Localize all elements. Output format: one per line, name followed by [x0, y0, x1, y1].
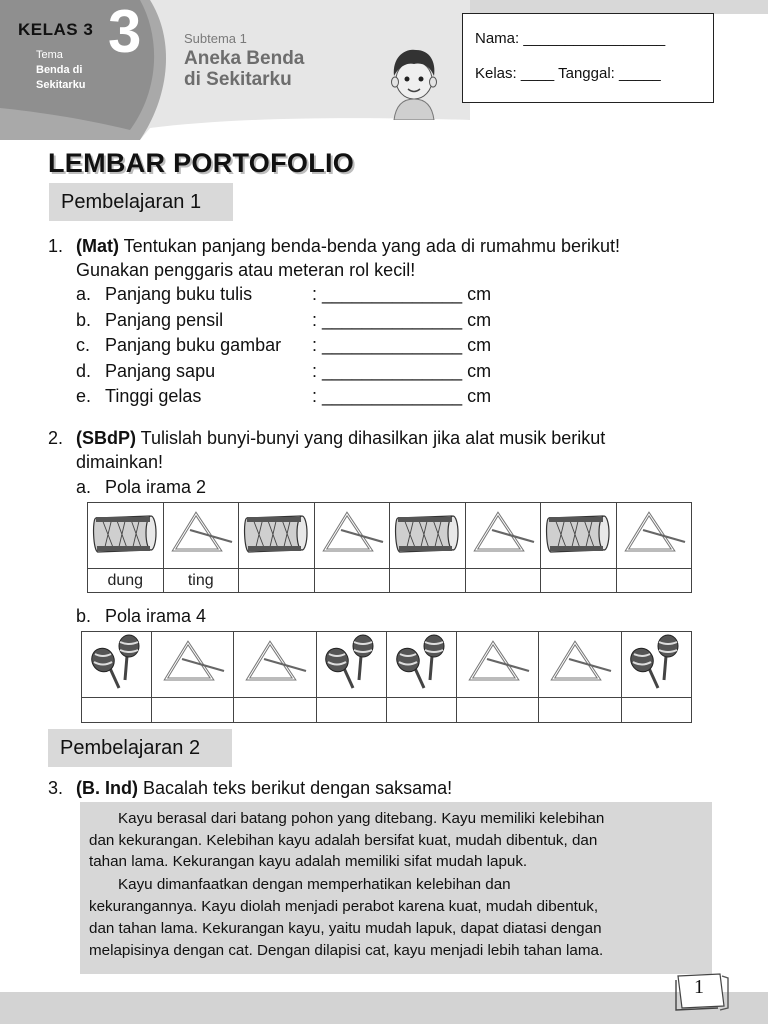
triangle-icon: [160, 672, 226, 689]
answer-blank[interactable]: : ______________ cm: [312, 360, 492, 381]
maracas-icon: [394, 679, 450, 696]
section-heading-pembelajaran-1: Pembelajaran 1: [49, 183, 233, 221]
instrument-cell: [621, 632, 691, 698]
instrument-cell: [239, 503, 315, 569]
item-text: Tinggi gelas: [105, 386, 202, 406]
page-number: 1: [694, 976, 704, 998]
kelas-tanggal-field[interactable]: Kelas: ____ Tanggal: _____: [475, 65, 661, 82]
kelas-label: KELAS 3: [18, 20, 94, 39]
pola-b-letter: b.: [76, 606, 92, 626]
question-2-line1: Tulislah bunyi-bunyi yang dihasilkan jika alat musik berikut: [136, 428, 606, 448]
item-letter: d.: [76, 360, 92, 381]
triangle-icon: [621, 543, 687, 560]
sound-answer-cell[interactable]: [390, 569, 466, 593]
passage-line: dan tahan lama. Kekurangan kayu, yaitu mudah lapuk, dapat diatasi dengan: [89, 920, 602, 937]
question-2-number: 2.: [48, 428, 64, 448]
sound-answer-cell[interactable]: [316, 698, 386, 723]
passage-line: dan kekurangan. Kelebihan kayu adalah bersifat kuat, mudah dibentuk, dan: [89, 832, 598, 849]
item-letter: e.: [76, 386, 92, 406]
boy-mascot-icon: [380, 42, 448, 120]
question-3-instruction: Bacalah teks berikut dengan saksama!: [137, 778, 453, 798]
kelas-number: 3: [108, 0, 142, 65]
maracas-icon: [89, 679, 145, 696]
tema-block: [36, 48, 86, 93]
subtema-name: [184, 48, 334, 90]
maracas-icon: [323, 679, 379, 696]
rhythm-table-b: [81, 631, 692, 723]
drum-icon: [545, 541, 611, 558]
passage-line: tahan lama. Kekurangan kayu adalah memiliki sifat mudah lapuk.: [89, 853, 528, 870]
question-2-line2: dimainkan!: [76, 452, 164, 472]
reading-passage: [80, 802, 712, 974]
pola-b-label: Pola irama 4: [105, 606, 207, 626]
tema-name-line1: Benda di: [36, 64, 83, 76]
question-1-line1: Tentukan panjang benda-benda yang ada di rumahmu berikut!: [119, 236, 621, 256]
drum-icon: [92, 541, 158, 558]
question-3-text: [76, 776, 452, 800]
drum-icon: [243, 541, 309, 558]
answer-blank[interactable]: : ______________ cm: [312, 309, 492, 330]
instrument-cell: [234, 632, 316, 698]
instrument-cell: [316, 632, 386, 698]
sound-row: [88, 569, 692, 593]
answer-blank[interactable]: : ______________ cm: [312, 284, 492, 304]
passage-line: melapisinya dengan cat. Dengan dilapisi cat, kayu menjadi lebih tahan lama.: [89, 942, 604, 959]
instrument-cell: [390, 503, 466, 569]
sound-answer-cell[interactable]: ting: [163, 569, 239, 593]
tema-name-line2: Sekitarku: [36, 79, 86, 91]
subtema-name-line2: di Sekitarku: [184, 69, 292, 90]
pola-a-letter: a.: [76, 477, 92, 497]
list-item: [76, 384, 536, 410]
question-1-subject: (Mat): [76, 236, 119, 256]
triangle-icon: [465, 672, 531, 689]
instrument-cell: [152, 632, 234, 698]
question-1-number: 1.: [48, 236, 64, 256]
sound-answer-cell[interactable]: [465, 569, 541, 593]
sound-answer-cell[interactable]: [239, 569, 315, 593]
sound-answer-cell[interactable]: [152, 698, 234, 723]
list-item: [76, 359, 536, 385]
section-heading-pembelajaran-2: Pembelajaran 2: [48, 729, 232, 767]
question-1-text: [76, 234, 620, 258]
question-1-line2: Gunakan penggaris atau meteran rol kecil!: [76, 260, 416, 280]
subtema-label: Subtema 1: [184, 31, 247, 46]
list-item: [76, 308, 536, 334]
instrument-cell: [457, 632, 539, 698]
sound-answer-cell[interactable]: [621, 698, 691, 723]
item-text: Panjang buku gambar: [105, 335, 282, 355]
icon-row: [88, 503, 692, 569]
measurement-list: [76, 282, 536, 412]
sound-answer-cell[interactable]: [539, 698, 621, 723]
pola-a-label: Pola irama 2: [105, 477, 207, 497]
passage-line: kekurangannya. Kayu diolah menjadi perabot karena kuat, mudah dibentuk,: [89, 898, 599, 915]
sound-answer-cell[interactable]: [386, 698, 456, 723]
instrument-cell: [82, 632, 152, 698]
triangle-icon: [547, 672, 613, 689]
question-3-subject: (B. Ind): [76, 778, 138, 798]
sound-answer-cell[interactable]: [541, 569, 617, 593]
subtema-name-line1: Aneka Benda: [184, 48, 305, 69]
item-letter: a.: [76, 284, 92, 304]
triangle-icon: [242, 672, 308, 689]
list-item: [76, 333, 536, 359]
item-text: Panjang buku tulis: [105, 284, 253, 304]
instrument-cell: [539, 632, 621, 698]
item-letter: b.: [76, 309, 92, 330]
nama-field[interactable]: Nama: _________________: [475, 30, 666, 47]
triangle-icon: [319, 543, 385, 560]
student-identity-box: [462, 13, 714, 103]
instrument-cell: [163, 503, 239, 569]
page-title: LEMBAR PORTOFOLIO: [48, 148, 355, 178]
passage-line: Kayu dimanfaatkan dengan memperhatikan kelebihan dan: [118, 876, 511, 893]
tema-label: Tema: [36, 49, 63, 61]
question-2-subject: (SBdP): [76, 428, 136, 448]
list-item: [76, 282, 536, 308]
instrument-cell: [465, 503, 541, 569]
question-3-number: 3.: [48, 778, 64, 798]
maracas-icon: [628, 679, 684, 696]
answer-blank[interactable]: : ______________ cm: [312, 386, 492, 406]
question-2-text: [76, 426, 605, 450]
icon-row: [82, 632, 692, 698]
instrument-cell: [314, 503, 390, 569]
drum-icon: [394, 541, 460, 558]
sound-answer-cell[interactable]: [82, 698, 152, 723]
item-letter: c.: [76, 335, 91, 355]
sound-row: [82, 698, 692, 723]
footer-band: [0, 992, 768, 1024]
passage-line: Kayu berasal dari batang pohon yang ditebang. Kayu memiliki kelebihan: [118, 810, 605, 827]
instrument-cell: [541, 503, 617, 569]
item-text: Panjang sapu: [105, 360, 216, 381]
triangle-icon: [168, 543, 234, 560]
sound-answer-cell[interactable]: [457, 698, 539, 723]
instrument-cell: [88, 503, 164, 569]
instrument-cell: [386, 632, 456, 698]
item-text: Panjang pensil: [105, 309, 224, 330]
sound-answer-cell[interactable]: [616, 569, 692, 593]
rhythm-table-a: [87, 502, 692, 593]
instrument-cell: [616, 503, 692, 569]
sound-answer-cell[interactable]: [314, 569, 390, 593]
triangle-icon: [470, 543, 536, 560]
sound-answer-cell[interactable]: [234, 698, 316, 723]
sound-answer-cell[interactable]: dung: [88, 569, 164, 593]
answer-blank[interactable]: : ______________ cm: [312, 335, 492, 355]
